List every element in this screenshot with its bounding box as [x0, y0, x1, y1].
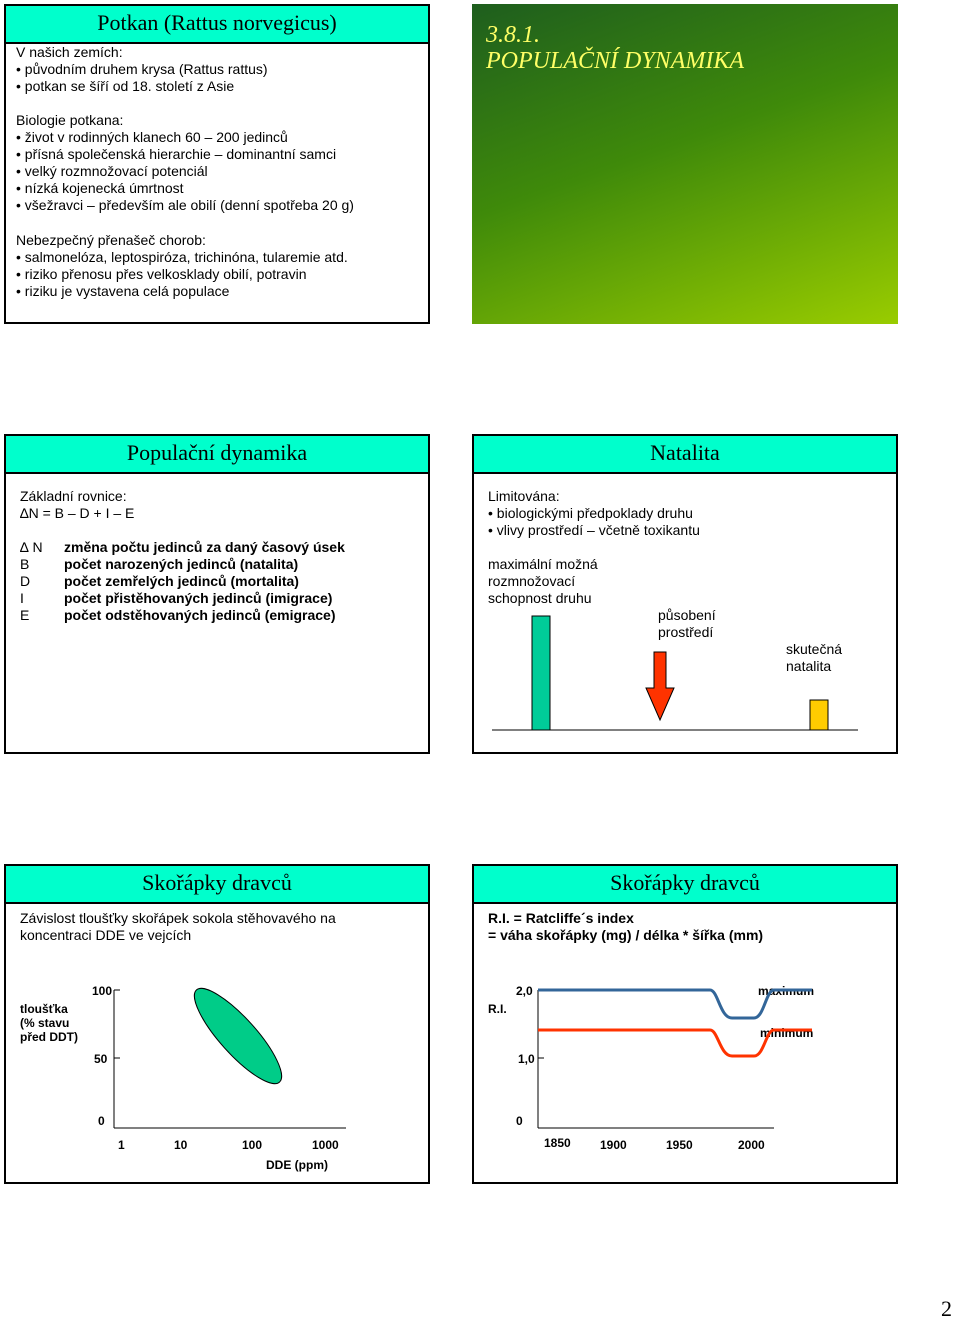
max-natality-bar — [532, 616, 550, 730]
slide-shells-ri — [472, 864, 898, 1184]
x-axis-label: DDE (ppm) — [266, 1158, 328, 1172]
slide-title: Skořápky dravců — [6, 866, 428, 904]
x-tick-2000: 2000 — [738, 1138, 765, 1152]
slide-population-dynamics — [4, 434, 430, 754]
section-title: POPULAČNÍ DYNAMIKA — [486, 48, 744, 74]
y-tick-100: 100 — [92, 984, 113, 998]
intro-text: V našich zemích: • původním druhem krysa (Rattus rattus) • potkan se šíří od 18. století z Asie — [16, 44, 268, 94]
slide-population-title — [472, 4, 898, 324]
real-natality-bar — [810, 700, 828, 730]
description-text: R.I. = Ratcliffe´s index = váha skořápky (mg) / délka * šířka (mm) — [488, 910, 764, 943]
x-tick-10: 10 — [174, 1138, 188, 1152]
real-natality-label: skutečná natalita — [786, 641, 843, 674]
slide-title: Potkan (Rattus norvegicus) — [6, 6, 428, 44]
section-number: 3.8.1. — [486, 22, 540, 48]
description-text: Závislost tloušťky skořápek sokola stěhovavého na koncentraci DDE ve vejcích — [20, 910, 336, 943]
biology-text: Biologie potkana: • život v rodinných klanech 60 – 200 jedinců • přísná společenská hierarchie – dominantní samci • velký rozmnožovací potenciál • nízká kojenecká úmrtnost • všežravci – především ale obilí (denní spotřeba 20 g) — [16, 112, 354, 213]
equation-block: Základní rovnice: ∆N = B – D + I – E — [20, 488, 135, 521]
slide-title: Skořápky dravců — [474, 866, 896, 904]
y-tick-1: 1,0 — [518, 1052, 535, 1066]
max-label: maximální možná rozmnožovací schopnost druhu — [488, 556, 598, 606]
environment-arrow — [646, 652, 674, 720]
symbol-column: ∆ N B D I E — [20, 539, 43, 623]
slide-shells-dde — [4, 864, 430, 1184]
description-column: změna počtu jedinců za daný časový úsek počet narozených jedinců (natalita) počet zemřelých jedinců (mortalita) počet přistěhovaných jedinců (imigrace) počet odstěhovaných jedinců (emigrace) — [64, 539, 345, 623]
slide-rat — [4, 4, 430, 324]
x-tick-1900: 1900 — [600, 1138, 627, 1152]
page-number: 2 — [941, 1296, 952, 1321]
limits-text: Limitována: • biologickými předpoklady druhu • vlivy prostředí – včetně toxikantu — [488, 488, 700, 538]
x-tick-1950: 1950 — [666, 1138, 693, 1152]
x-tick-1: 1 — [118, 1138, 125, 1152]
y-axis-label: tloušťka (% stavu před DDT) — [20, 1002, 78, 1044]
y-tick-50: 50 — [94, 1052, 108, 1066]
x-tick-1850: 1850 — [544, 1136, 571, 1150]
y-tick-0: 0 — [516, 1114, 523, 1128]
y-tick-0: 0 — [98, 1114, 105, 1128]
natality-diagram — [474, 436, 898, 754]
slide-title: Natalita — [474, 436, 896, 474]
danger-text: Nebezpečný přenašeč chorob: • salmonelóza, leptospiróza, trichinóna, tularemie atd. • riziko přenosu přes velkosklady obilí, potravin • riziku je vystavena celá populace — [16, 232, 348, 299]
y-tick-2: 2,0 — [516, 984, 533, 998]
y-axis-label: R.I. — [488, 1002, 507, 1016]
slide-title: Populační dynamika — [6, 436, 428, 474]
x-tick-1000: 1000 — [312, 1138, 339, 1152]
maximum-line — [538, 990, 812, 1018]
slide-natality — [472, 434, 898, 754]
ri-chart — [474, 866, 898, 1184]
minimum-line — [538, 1030, 812, 1056]
data-ellipse — [183, 978, 293, 1094]
dde-chart — [6, 866, 430, 1184]
minimum-label: minimum — [760, 1026, 814, 1040]
x-tick-100: 100 — [242, 1138, 263, 1152]
environment-label: působení prostředí — [658, 607, 716, 640]
maximum-label: maximum — [758, 984, 815, 998]
